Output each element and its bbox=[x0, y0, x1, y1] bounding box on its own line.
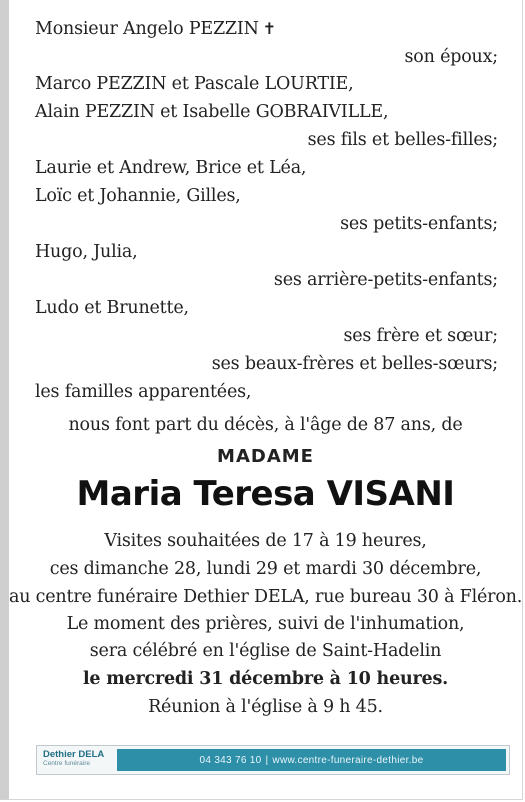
great-grandchildren-line: Hugo, Julia, bbox=[35, 242, 138, 262]
ceremony-line-2: sera célébré en l'église de Saint-Hadelin bbox=[89, 641, 442, 661]
title-madame: MADAME bbox=[217, 446, 314, 467]
ceremony-date: le mercredi 31 décembre à 10 heures. bbox=[82, 669, 449, 689]
cross-icon: ✝ bbox=[262, 19, 276, 38]
contact-bar bbox=[117, 749, 506, 771]
families-line: les familles apparentées, bbox=[35, 382, 252, 402]
children-line-1: Marco PEZZIN et Pascale LOURTIE, bbox=[35, 74, 354, 94]
visits-line-3: au centre funéraire Dethier DELA, rue bureau 30 à Fléron. bbox=[9, 587, 523, 607]
ceremony-line-1: Le moment des prières, suivi de l'inhumation, bbox=[66, 614, 465, 634]
in-laws-relation: ses beaux-frères et belles-sœurs; bbox=[211, 354, 498, 374]
children-relation: ses fils et belles-filles; bbox=[307, 130, 498, 150]
husband-relation: son époux; bbox=[404, 47, 498, 67]
siblings-relation: ses frère et sœur; bbox=[343, 326, 498, 346]
logo-subtitle: Centre funéraire bbox=[43, 760, 90, 767]
visits-line-2: ces dimanche 28, lundi 29 et mardi 30 décembre, bbox=[49, 559, 482, 579]
meeting-line: Réunion à l'église à 9 h 45. bbox=[148, 697, 383, 717]
husband-name: Monsieur Angelo PEZZIN bbox=[35, 19, 259, 39]
visits-line-1: Visites souhaitées de 17 à 19 heures, bbox=[104, 531, 427, 551]
funeral-home-logo bbox=[37, 746, 115, 774]
deceased-name: Maria Teresa VISANI bbox=[76, 474, 455, 514]
grandchildren-line-1: Laurie et Andrew, Brice et Léa, bbox=[35, 158, 307, 178]
children-line-2: Alain PEZZIN et Isabelle GOBRAIVILLE, bbox=[35, 102, 389, 122]
separator: | bbox=[265, 754, 269, 766]
logo-name: Dethier DELA bbox=[43, 749, 105, 760]
grandchildren-line-2: Loïc et Johannie, Gilles, bbox=[35, 186, 241, 206]
website-link[interactable]: www.centre-funeraire-dethier.be bbox=[272, 754, 424, 766]
great-grandchildren-relation: ses arrière-petits-enfants; bbox=[273, 270, 498, 290]
funeral-home-banner bbox=[36, 745, 510, 775]
husband-line bbox=[35, 18, 276, 40]
phone-number: 04 343 76 10 bbox=[199, 754, 262, 766]
siblings-line: Ludo et Brunette, bbox=[35, 298, 189, 318]
announcement-line: nous font part du décès, à l'âge de 87 ans, de bbox=[68, 415, 463, 435]
grandchildren-relation: ses petits-enfants; bbox=[340, 214, 498, 234]
